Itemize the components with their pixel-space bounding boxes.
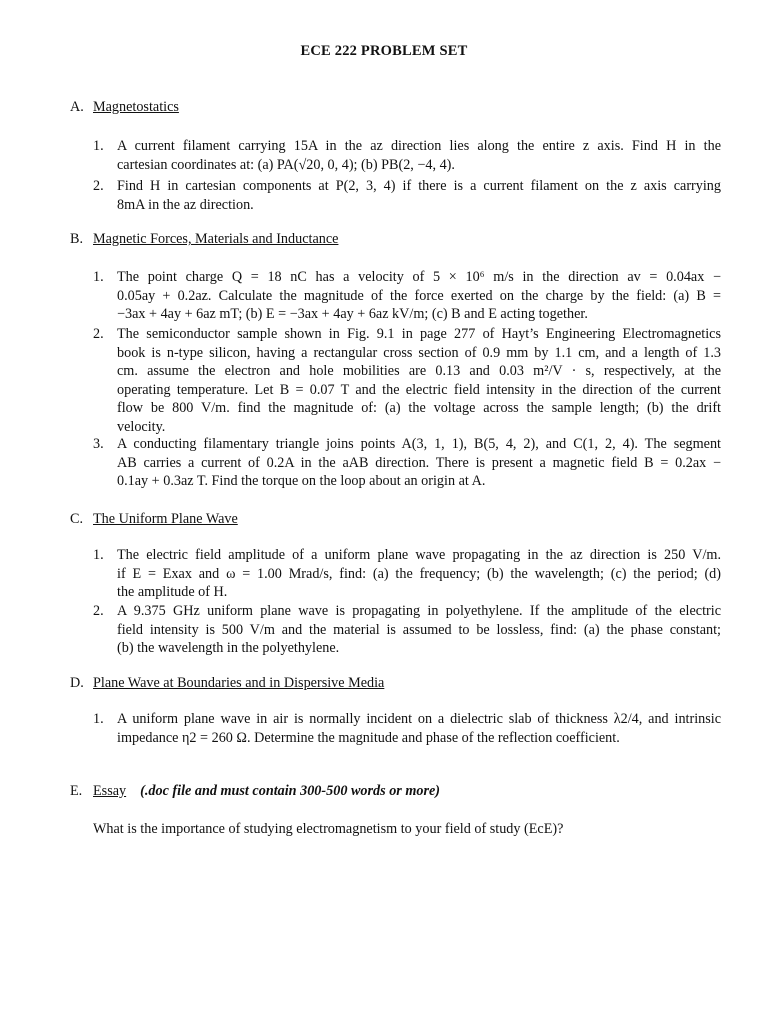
- section-e-heading: [70, 783, 440, 800]
- problem-text: [117, 710, 721, 747]
- problem-text: [117, 177, 721, 214]
- problem-a1: [93, 137, 721, 174]
- problem-text: [117, 137, 721, 174]
- problem-number: 2.: [93, 178, 104, 194]
- section-title: Essay: [93, 783, 127, 799]
- essay-note: (.doc file and must contain 300-500 words or more): [140, 783, 441, 799]
- problem-line: book is n-type silicon, having a rectangular cross section of 0.9 mm by 1.1 cm, and a length of 1.3: [117, 344, 721, 361]
- section-title: The Uniform Plane Wave: [93, 511, 238, 527]
- problem-number: 1.: [93, 547, 104, 563]
- problem-line: 0.1ay + 0.3az T. Find the torque on the loop about an origin at A.: [117, 473, 486, 490]
- problem-line: impedance η2 = 260 Ω. Determine the magnitude and phase of the reflection coefficient.: [117, 729, 620, 746]
- problem-text: [117, 325, 721, 437]
- problem-a2: [93, 177, 721, 214]
- problem-number: 1.: [93, 269, 104, 285]
- problem-c1: [93, 546, 721, 602]
- problem-line: A uniform plane wave in air is normally incident on a dielectric slab of thickness λ2/4, and intrinsic: [117, 711, 721, 727]
- problem-line: A 9.375 GHz uniform plane wave is propagating in polyethylene. If the amplitude of the electric: [117, 603, 721, 619]
- problem-text: [117, 268, 721, 324]
- problem-line: if E = Exax and ω = 1.00 Mrad/s, find: (a) the frequency; (b) the wavelength; (c) the period; (d): [117, 565, 721, 582]
- section-title: Magnetostatics: [93, 99, 179, 115]
- problem-number: 1.: [93, 711, 104, 727]
- problem-line: The electric field amplitude of a uniform plane wave propagating in the az direction is 250 V/m.: [117, 547, 721, 563]
- problem-line: The point charge Q = 18 nC has a velocity of 5 × 10⁶ m/s in the direction av = 0.04ax −: [117, 269, 721, 285]
- problem-text: [117, 546, 721, 602]
- problem-line: AB carries a current of 0.2A in the aAB direction. There is present a magnetic field B = 0.2ax −: [117, 454, 721, 471]
- problem-text: [117, 435, 721, 491]
- problem-line: Find H in cartesian components at P(2, 3, 4) if there is a current filament on the z axis carrying: [117, 178, 721, 194]
- problem-line: A current filament carrying 15A in the az direction lies along the entire z axis. Find H in the: [117, 138, 721, 154]
- problem-c2: [93, 602, 721, 658]
- problem-line: 0.05ay + 0.2az. Calculate the magnitude of the force exerted on the charge by the field: (a) B =: [117, 287, 721, 304]
- section-a-heading: [70, 99, 179, 116]
- problem-b1: [93, 268, 721, 324]
- problem-number: 1.: [93, 138, 104, 154]
- problem-line: 8mA in the az direction.: [117, 196, 254, 213]
- section-c-heading: [70, 511, 238, 528]
- problem-text: [117, 602, 721, 658]
- problem-b2: [93, 325, 721, 437]
- problem-number: 2.: [93, 603, 104, 619]
- problem-b3: [93, 435, 721, 491]
- problem-line: flow be 800 V/m. find the magnitude of: (a) the voltage across the sample length; (b) the drift: [117, 400, 721, 417]
- essay-question: What is the importance of studying electromagnetism to your field of study (EcE)?: [93, 821, 564, 837]
- section-b-heading: [70, 231, 338, 248]
- problem-line: field intensity is 500 V/m and the material is assumed to be lossless, find: (a) the phase constant;: [117, 621, 721, 638]
- section-letter: C.: [70, 511, 84, 527]
- section-title: Plane Wave at Boundaries and in Dispersive Media: [93, 675, 385, 691]
- problem-line: velocity.: [117, 418, 166, 435]
- problem-line: the amplitude of H.: [117, 584, 228, 601]
- problem-line: The semiconductor sample shown in Fig. 9.1 in page 277 of Hayt’s Engineering Electromagnetics: [117, 326, 721, 342]
- section-title: Magnetic Forces, Materials and Inductance: [93, 231, 339, 247]
- problem-line: A conducting filamentary triangle joins points A(3, 1, 1), B(5, 4, 2), and C(1, 2, 4). The segment: [117, 436, 721, 452]
- problem-line: (b) the wavelength in the polyethylene.: [117, 640, 340, 657]
- problem-line: cartesian coordinates at: (a) PA(√20, 0, 4); (b) PB(2, −4, 4).: [117, 156, 455, 173]
- problem-number: 3.: [93, 436, 104, 452]
- problem-d1: [93, 710, 721, 747]
- section-letter: D.: [70, 675, 84, 691]
- problem-number: 2.: [93, 326, 104, 342]
- problem-line: −3ax + 4ay + 6az mT; (b) E = −3ax + 4ay + 6az kV/m; (c) B and E acting together.: [117, 306, 588, 323]
- section-letter: B.: [70, 231, 84, 247]
- problem-line: cm. assume the electron and hole mobilities are 0.13 and 0.03 m²/V · s, respectively, at the: [117, 363, 721, 380]
- section-letter: E.: [70, 783, 83, 799]
- document-title: ECE 222 PROBLEM SET: [300, 43, 468, 59]
- section-letter: A.: [70, 99, 84, 115]
- section-d-heading: [70, 675, 384, 692]
- problem-line: operating temperature. Let B = 0.07 T and the electric field intensity in the direction of the current: [117, 381, 721, 398]
